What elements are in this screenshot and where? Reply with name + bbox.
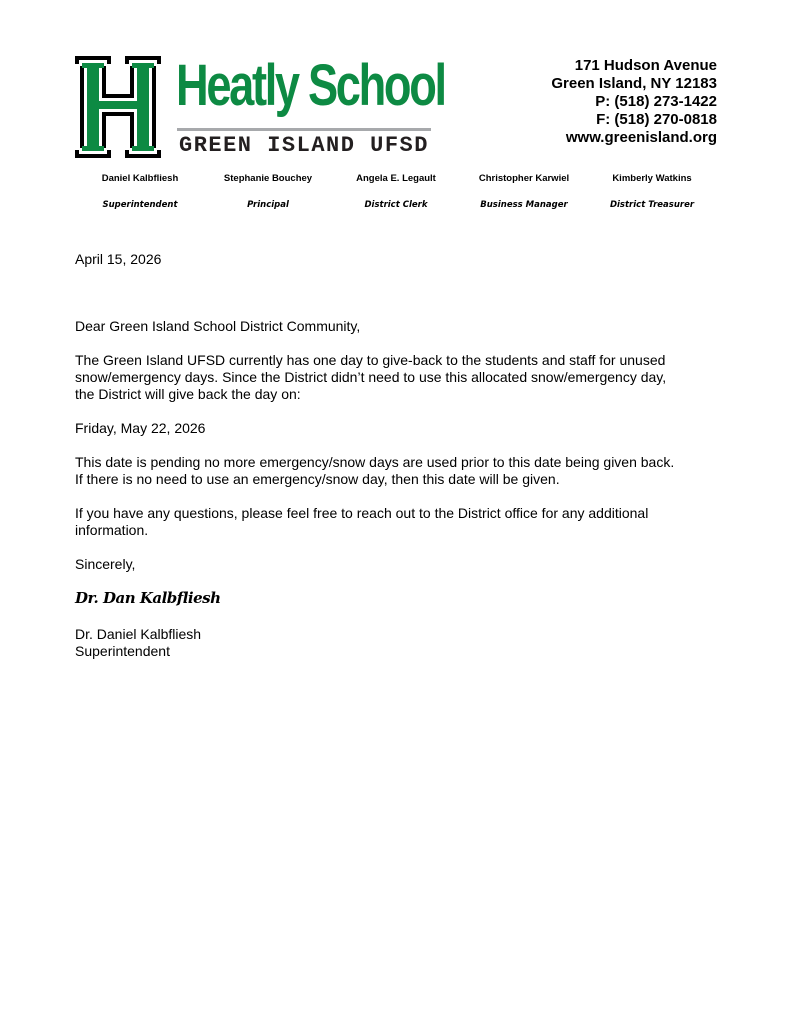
signature: Dr. Dan Kalbfliesh (75, 589, 221, 607)
logo-divider (177, 128, 431, 131)
address-phone: P: (518) 273-1422 (595, 93, 717, 110)
staff-name: Kimberly Watkins (612, 173, 692, 184)
staff-member (332, 173, 460, 211)
give-back-date: Friday, May 22, 2026 (75, 420, 206, 436)
letter-paragraph: This date is pending no more emergency/snow days are used prior to this date being given back. If there is no need to use an emergency/snow day, then this date will be given. (75, 454, 675, 487)
staff-title: District Treasurer (609, 200, 695, 210)
staff-name: Angela E. Legault (356, 173, 436, 184)
staff-title: Business Manager (480, 200, 568, 210)
letter-paragraph: If you have any questions, please feel free to reach out to the District office for any additional information. (75, 505, 649, 538)
staff-member (460, 173, 588, 211)
staff-title: District Clerk (364, 200, 428, 210)
signer-title: Superintendent (75, 643, 170, 659)
letter-body (75, 251, 675, 660)
staff-title: Principal (247, 200, 289, 210)
staff-member (588, 173, 716, 211)
letter-salutation: Dear Green Island School District Community, (75, 318, 361, 334)
district-address (551, 57, 717, 147)
letter-closing: Sincerely, (75, 556, 136, 572)
staff-name: Daniel Kalbfliesh (101, 173, 179, 184)
address-city: Green Island, NY 12183 (551, 75, 717, 92)
staff-title: Superintendent (102, 200, 178, 210)
logo-title: Heatly School (176, 53, 445, 118)
signer-name: Dr. Daniel Kalbfliesh (75, 626, 202, 642)
logo-subtitle: GREEN ISLAND UFSD (179, 133, 429, 158)
address-street: 171 Hudson Avenue (574, 57, 717, 74)
staff-directory (76, 173, 716, 211)
staff-member (76, 173, 204, 211)
letter-paragraph: The Green Island UFSD currently has one day to give-back to the students and staff for unused snow/emergency days. Since the District didn’t need to use this allocated snow/emergency day, the District will give back the day on: (75, 352, 667, 402)
staff-name: Christopher Karwiel (478, 173, 570, 184)
h-monogram-icon (73, 54, 163, 160)
letter-date: April 15, 2026 (75, 251, 162, 267)
school-logo (73, 53, 445, 162)
staff-name: Stephanie Bouchey (223, 173, 313, 184)
address-website[interactable]: www.greenisland.org (565, 129, 717, 146)
address-fax: F: (518) 270-0818 (596, 111, 717, 128)
staff-member (204, 173, 332, 211)
